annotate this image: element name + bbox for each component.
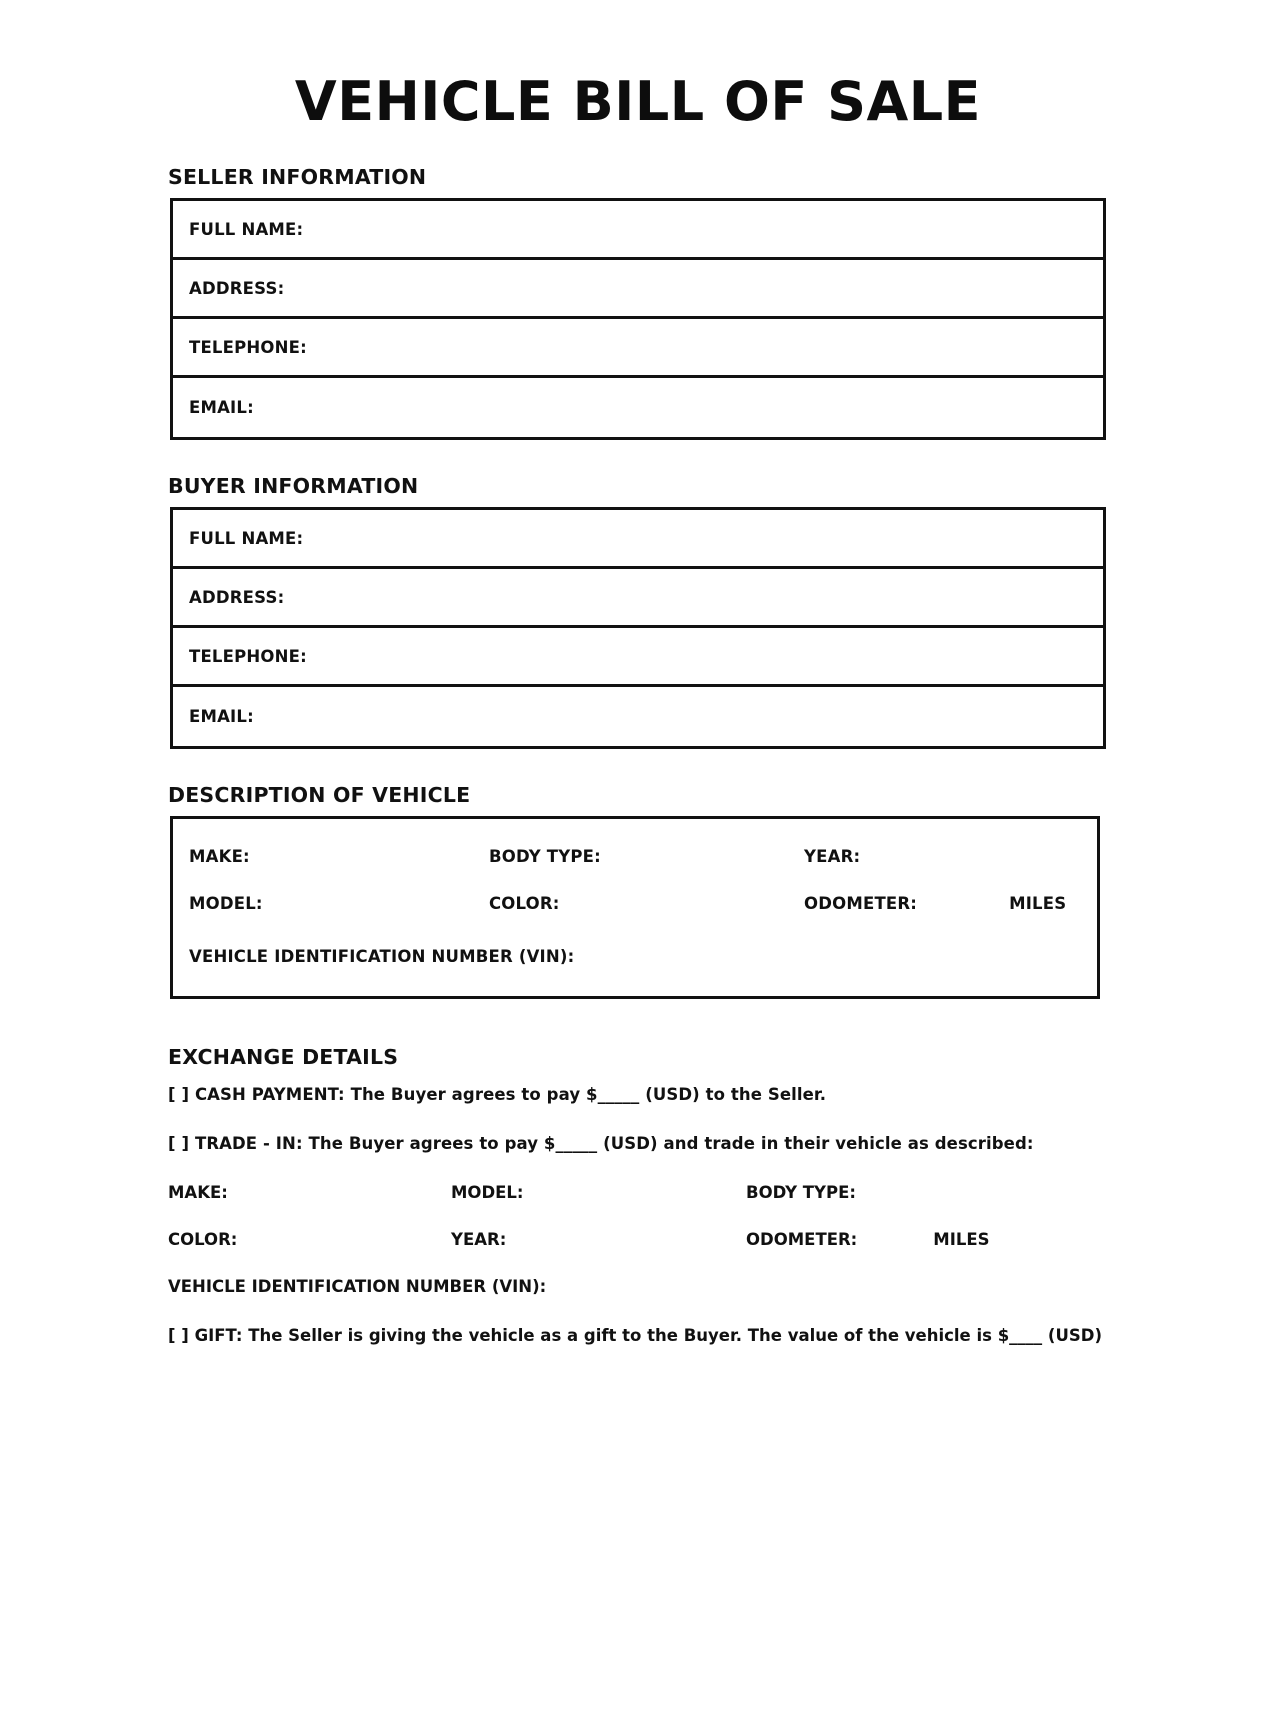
buyer-telephone-label: TELEPHONE: <box>189 646 307 666</box>
seller-full-name-label: FULL NAME: <box>189 219 304 239</box>
vehicle-vin-label[interactable]: VEHICLE IDENTIFICATION NUMBER (VIN): <box>189 947 575 967</box>
vehicle-description-box <box>170 816 1100 999</box>
document-content <box>168 165 1108 1345</box>
trade-in-color-label[interactable]: COLOR: <box>168 1230 238 1250</box>
seller-information-table <box>170 198 1106 440</box>
trade-in-make-label[interactable]: MAKE: <box>168 1183 228 1203</box>
buyer-address-label: ADDRESS: <box>189 587 285 607</box>
seller-telephone-label: TELEPHONE: <box>189 337 307 357</box>
table-row[interactable] <box>173 569 1103 628</box>
gift-option[interactable]: [ ] GIFT: The Seller is giving the vehicle as a gift to the Buyer. The value of the vehicle is $____ (USD) <box>168 1326 1102 1346</box>
seller-address-label: ADDRESS: <box>189 278 285 298</box>
trade-in-odometer-label[interactable]: ODOMETER: <box>746 1230 858 1250</box>
vehicle-row-3 <box>189 947 1081 966</box>
trade-in-vin-label[interactable]: VEHICLE IDENTIFICATION NUMBER (VIN): <box>168 1277 547 1297</box>
trade-in-odometer-units: MILES <box>933 1230 990 1250</box>
table-row[interactable] <box>173 628 1103 687</box>
trade-in-model-label[interactable]: MODEL: <box>451 1183 524 1203</box>
document-page <box>0 72 1276 1723</box>
table-row[interactable] <box>173 510 1103 569</box>
vehicle-body-type-label[interactable]: BODY TYPE: <box>489 847 601 867</box>
exchange-details-heading: EXCHANGE DETAILS <box>168 1045 399 1070</box>
buyer-information-heading: BUYER INFORMATION <box>168 474 419 499</box>
page-title: VEHICLE BILL OF SALE <box>294 70 982 133</box>
buyer-full-name-label: FULL NAME: <box>189 528 304 548</box>
table-row[interactable] <box>173 378 1103 437</box>
seller-email-label: EMAIL: <box>189 398 254 418</box>
vehicle-odometer-units: MILES <box>1009 894 1067 914</box>
vehicle-odometer-label[interactable]: ODOMETER: <box>804 894 918 914</box>
buyer-email-label: EMAIL: <box>189 707 254 727</box>
trade-in-option[interactable]: [ ] TRADE - IN: The Buyer agrees to pay $_____ (USD) and trade in their vehicle as described: <box>168 1134 1034 1154</box>
vehicle-row-2 <box>189 894 1081 913</box>
vehicle-model-label[interactable]: MODEL: <box>189 894 263 914</box>
vehicle-color-label[interactable]: COLOR: <box>489 894 560 914</box>
vehicle-description-heading: DESCRIPTION OF VEHICLE <box>168 783 471 808</box>
trade-in-row-2 <box>168 1230 1108 1249</box>
table-row[interactable] <box>173 687 1103 746</box>
trade-in-row-1 <box>168 1183 1108 1202</box>
seller-information-heading: SELLER INFORMATION <box>168 165 427 190</box>
trade-in-year-label[interactable]: YEAR: <box>451 1230 507 1250</box>
buyer-information-table <box>170 507 1106 749</box>
table-row[interactable] <box>173 260 1103 319</box>
vehicle-row-1 <box>189 847 1081 866</box>
trade-in-body-type-label[interactable]: BODY TYPE: <box>746 1183 856 1203</box>
vehicle-make-label[interactable]: MAKE: <box>189 847 250 867</box>
table-row[interactable] <box>173 319 1103 378</box>
vehicle-year-label[interactable]: YEAR: <box>804 847 861 867</box>
cash-payment-option[interactable]: [ ] CASH PAYMENT: The Buyer agrees to pay $_____ (USD) to the Seller. <box>168 1085 827 1105</box>
table-row[interactable] <box>173 201 1103 260</box>
exchange-details-block <box>168 1085 1108 1345</box>
